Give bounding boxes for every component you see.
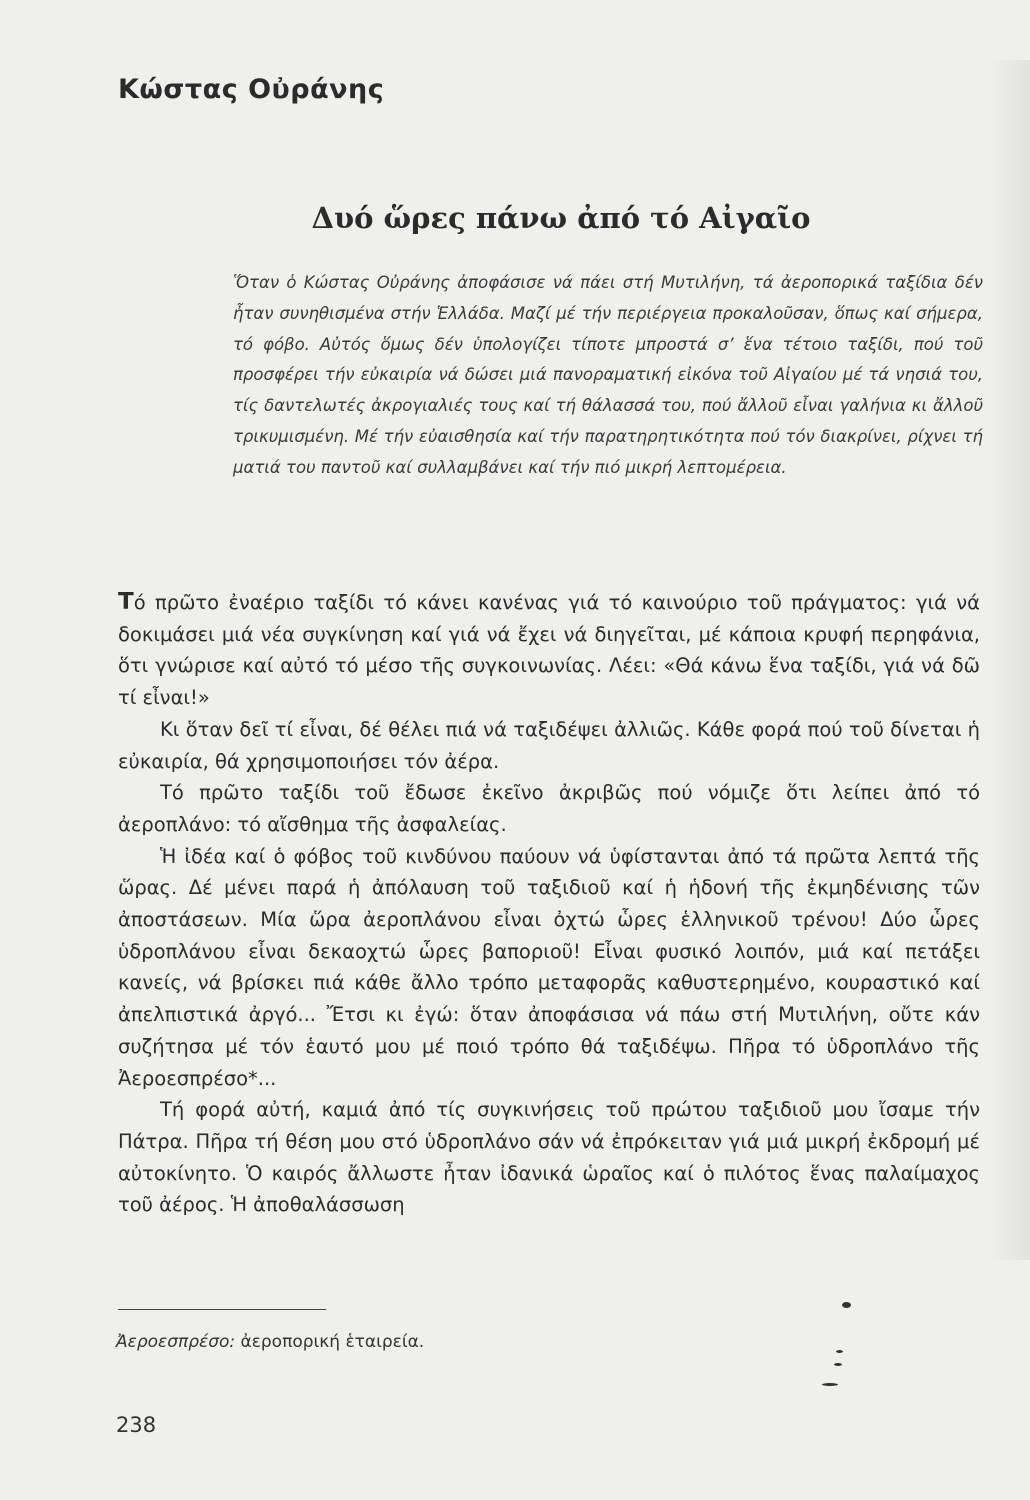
footnote [116,1332,424,1352]
footnote-term: Ἀεροεσπρέσο: [116,1332,236,1352]
drop-cap: Τ [118,589,134,615]
article-title: Δυό ὥρες πάνω ἀπό τό Αἰγαῖο [311,201,811,235]
body-paragraph-1 [118,587,980,714]
ink-smudge [842,1302,851,1308]
ink-smudge [836,1350,843,1353]
ink-smudge [822,1383,838,1386]
author-name: Κώστας Οὐράνης [118,74,385,105]
body-paragraph-3: Τό πρῶτο ταξίδι τοῦ ἔδωσε ἐκεῖνο ἀκριβῶς πού νόμιζε ὅτι λείπει ἀπό τό ἀεροπλάνο: τό αἴσθημα τῆς ἀσφαλείας. [118,781,980,836]
ink-smudge [834,1363,842,1366]
body-paragraph-4: Ἡ ἰδέα καί ὁ φόβος τοῦ κινδύνου παύουν νά ὑφίστανται ἀπό τά πρῶτα λεπτά τῆς ὥρας. Δέ μένει παρά ἡ ἀπόλαυση τοῦ ταξιδιοῦ καί ἡ ἡδονή τῆς ἐκμηδένισης τῶν ἀποστάσεων. Μία ὥρα ἀεροπλάνου εἶναι ὀχτώ ὧρες ἑλληνικοῦ τρένου! Δύο ὧρες ὑδροπλάνου εἶναι δεκαοχτώ ὧρες βαποριοῦ! Εἶναι φυσικό λοιπόν, μιά καί πετάξει κανείς, νά βρίσκει πιά κάθε ἄλλο τρόπο μεταφορᾶς καθυστερημένο, κουραστικό καί ἀπελπιστικά ἀργό... Ἔτσι κι ἐγώ: ὅταν ἀποφάσισα νά πάω στή Μυτιλήνη, οὔτε κάν συζήτησα μέ τόν ἑαυτό μου μέ ποιό τρόπο θά ταξιδέψω. Πῆρα τό ὑδροπλάνο τῆς Ἀεροεσπρέσο*... [118,844,980,1090]
facing-page-bleed [990,60,1030,1260]
body-paragraph-5: Τή φορά αὐτή, καμιά ἀπό τίς συγκινήσεις τοῦ πρώτου ταξιδιοῦ μου ἴσαμε τήν Πάτρα. Πῆρα τή θέση μου στό ὑδροπλάνο σάν νά ἐπρόκειταν γιά μιά μικρή ἐκδρομή μέ αὐτοκίνητο. Ὁ καιρός ἄλλωστε ἦταν ἰδανικά ὡραῖος καί ὁ πιλότος ἕνας παλαίμαχος τοῦ ἀέρος. Ἡ ἀποθαλάσσωση [118,1098,980,1217]
page-number: 238 [116,1413,157,1437]
intro-paragraph: Ὅταν ὁ Κώστας Οὐράνης ἀποφάσισε νά πάει στή Μυτιλήνη, τά ἀεροπορικά ταξίδια δέν ἦταν συνηθισμένα στήν Ἑλλάδα. Μαζί μέ τήν περιέργεια προκαλοῦσαν, ὅπως καί σήμερα, τό φόβο. Αὐτός ὅμως δέν ὑπολογίζει τίποτε μπροστά σ’ ἕνα τέτοιο ταξίδι, πού τοῦ προσφέρει τήν εὐκαιρία νά δώσει μιά πανοραματική εἰκόνα τοῦ Αἰγαίου μέ τά νησιά του, τίς δαντελωτές ἀκρογιαλιές τους καί τή θάλασσά του, πού ἄλλοῦ εἶναι γαλήνια κι ἄλλοῦ τρικυμισμένη. Μέ τήν εὐαισθησία καί τήν παρατηρητικότητα πού τόν διακρίνει, ρίχνει τή ματιά του παντοῦ καί συλλαμβάνει καί τήν πιό μικρή λεπτομέρεια. [233,273,983,477]
article-body [118,587,980,1221]
body-paragraph-2: Κι ὅταν δεῖ τί εἶναι, δέ θέλει πιά νά ταξιδέψει ἀλλιῶς. Κάθε φορά πού τοῦ δίνεται ἡ εὐκαιρία, θά χρησιμοποιήσει τόν ἀέρα. [118,717,980,773]
footnote-definition: ἀεροπορική ἑταιρεία. [240,1332,425,1352]
footnote-rule [118,1309,326,1310]
body-paragraph-1-text: ό πρῶτο ἐναέριο ταξίδι τό κάνει κανένας γιά τό καινούριο τοῦ πράγματος: γιά νά δοκιμάσει μιά νέα συγκίνηση καί γιά νά ἔχει νά διηγεῖται, μέ κάποια κρυφή περηφάνια, ὅτι γνώρισε καί αὐτό τό μέσο τῆς συγκοινωνίας. Λέει: «Θά κάνω ἕνα ταξίδι, γιά νά δῶ τί εἶναι!» [118,591,980,710]
